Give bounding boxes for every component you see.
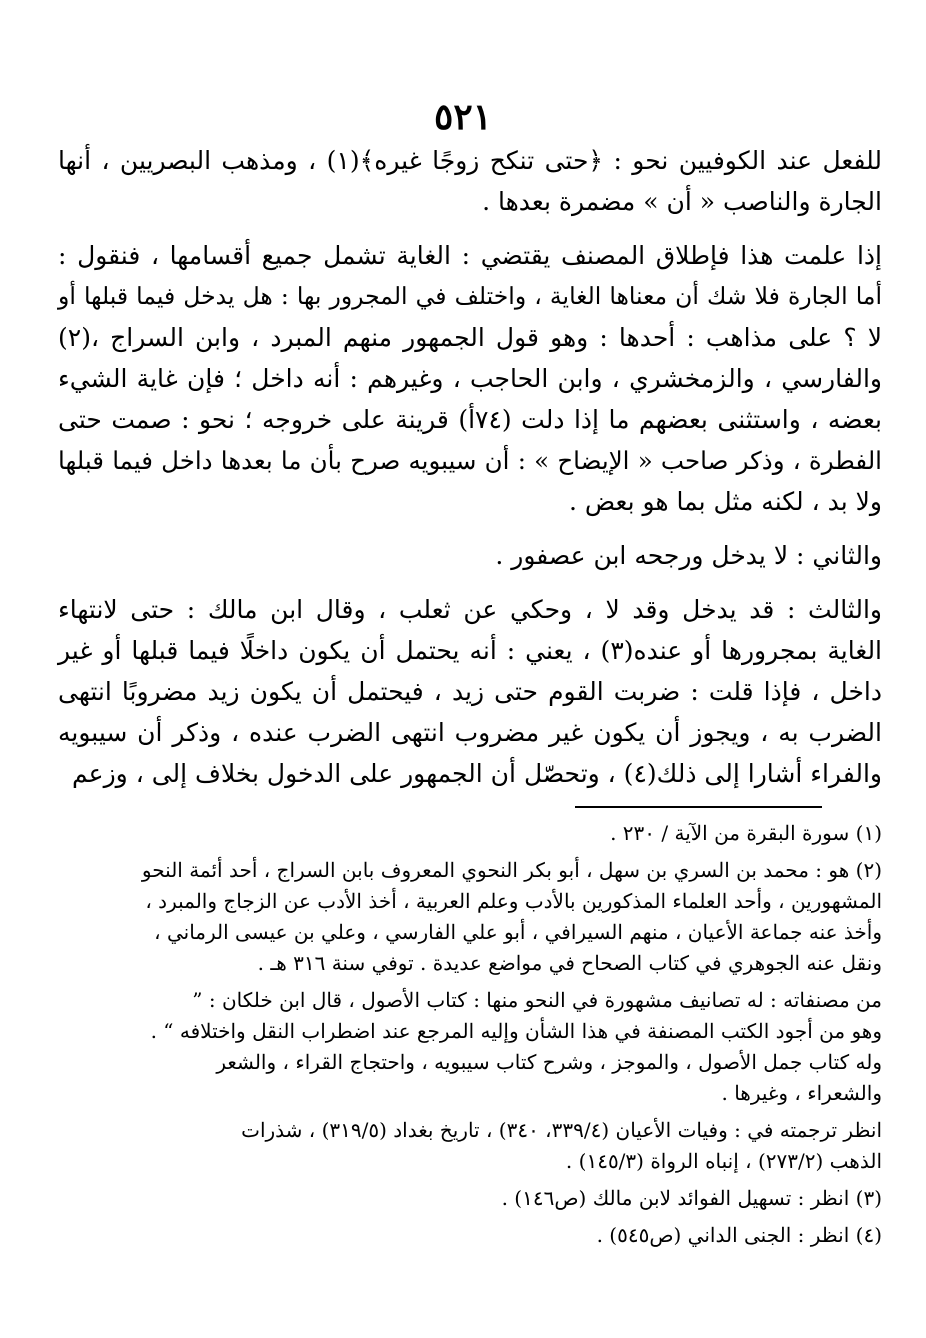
footnote-line: انظر ترجمته في : وفيات الأعيان (٣٣٩/٤، ٣٤٠) ، تاريخ بغداد (٣١٩/٥) ، شذرات — [241, 1118, 882, 1142]
text-line: والفارسي ، والزمخشري ، وابن الحاجب ، وغيرهم : أنه داخل ؛ فإن غاية الشيء — [58, 364, 882, 393]
footnote-line: وهو من أجود الكتب المصنفة في هذا الشأن وإليه المرجع عند اضطراب النقل واختلافه “ . — [150, 1019, 882, 1043]
paragraph — [58, 589, 882, 794]
text-line: والثاني : لا يدخل ورجحه ابن عصفور . — [495, 541, 882, 570]
text-line: لا ؟ على مذاهب : أحدها : وهو قول الجمهور منهم المبرد ، وابن السراج ،(٢) — [58, 323, 882, 352]
text-line: أما الجارة فلا شك أن معناها الغاية ، واختلف في المجرور بها : هل يدخل فيما قبلها أو — [58, 282, 882, 310]
footnote-line: من مصنفاته : له تصانيف مشهورة في النحو منها : كتاب الأصول ، قال ابن خلكان : ” — [192, 988, 882, 1012]
footnote — [58, 1220, 882, 1251]
main-text — [58, 140, 882, 794]
footnote-line: (٢) هو : محمد بن السري بن سهل ، أبو بكر النحوي المعروف بابن السراج ، أحد أئمة النحو — [141, 858, 882, 882]
text-line: والثالث : قد يدخل وقد لا ، وحكي عن ثعلب ، وقال ابن مالك : حتى لانتهاء — [58, 595, 882, 624]
footnote-line: (١) سورة البقرة من الآية / ٢٣٠ . — [610, 821, 882, 845]
footnote-line: وأخذ عنه جماعة الأعيان ، منهم السيرافي ، أبو علي الفارسي ، وعلي بن عيسى الرماني ، — [154, 920, 882, 944]
page-number: ٥٢١ — [433, 96, 492, 138]
text-line: الضرب به ، ويجوز أن يكون غير مضروب انتهى الضرب عنده ، وذكر أن سيبويه — [58, 718, 882, 747]
text-line: داخل ، فإذا قلت : ضربت القوم حتى زيد ، فيحتمل أن يكون زيد مضروبًا انتهى — [58, 677, 882, 706]
text-line: إذا علمت هذا فإطلاق المصنف يقتضي : الغاية تشمل جميع أقسامها ، فنقول : — [58, 241, 882, 270]
footnote-line: ونقل عنه الجوهري في كتاب الصحاح في مواضع عديدة . توفي سنة ٣١٦ هـ . — [257, 951, 882, 975]
text-line: للفعل عند الكوفيين نحو : ﴿حتى تنكح زوجًا غيره﴾(١) ، ومذهب البصريين ، أنها — [58, 146, 882, 175]
footnotes — [58, 818, 882, 1251]
text-line: والفراء أشارا إلى ذلك(٤) ، وتحصّل أن الجمهور على الدخول بخلاف إلى ، وزعم — [72, 759, 882, 788]
paragraph — [58, 535, 882, 576]
footnote-line: وله كتاب جمل الأصول ، والموجز ، وشرح كتاب سيبويه ، واحتجاج القراء ، والشعر — [216, 1050, 882, 1074]
paragraph-gap — [58, 222, 882, 235]
paragraph — [58, 235, 882, 522]
text-line: الجارة والناصب « أن » مضمرة بعدها . — [482, 187, 882, 216]
footnote-line: المشهورين ، وأحد العلماء المذكورين بالأدب وعلم العربية ، أخذ الأدب عن الزجاج والمبرد ، — [145, 889, 882, 913]
footnote — [58, 855, 882, 979]
text-line: ولا بد ، لكنه مثل بما هو بعض . — [568, 487, 882, 516]
text-line: الفطرة ، وذكر صاحب « الإيضاح » : أن سيبويه صرح بأن ما بعدها داخل فيما قبلها — [58, 446, 882, 475]
paragraph — [58, 140, 882, 222]
text-line: بعضه ، واستثنى بعضهم ما إذا دلت (٧٤أ) قرينة على خروجه ؛ نحو : صمت حتى — [58, 405, 882, 434]
footnote-divider — [575, 806, 822, 808]
footnote-line: والشعراء ، وغيرها . — [721, 1081, 882, 1105]
footnote-line: (٣) انظر : تسهيل الفوائد لابن مالك (ص١٤٦) . — [501, 1186, 882, 1210]
footnote — [58, 1115, 882, 1177]
footnote — [58, 1183, 882, 1214]
paragraph-gap — [58, 522, 882, 535]
footnote-line: الذهب (٢٧٣/٢) ، إنباه الرواة (١٤٥/٣) . — [565, 1149, 882, 1173]
footnote-line: (٤) انظر : الجنى الداني (ص٥٤٥) . — [596, 1223, 882, 1247]
footnote — [58, 818, 882, 849]
paragraph-gap — [58, 576, 882, 589]
text-line: الغاية بمجرورها أو عنده(٣) ، يعني : أنه يحتمل أن يكون داخلًا فيما قبلها أو غير — [58, 636, 883, 665]
footnote — [58, 985, 882, 1109]
